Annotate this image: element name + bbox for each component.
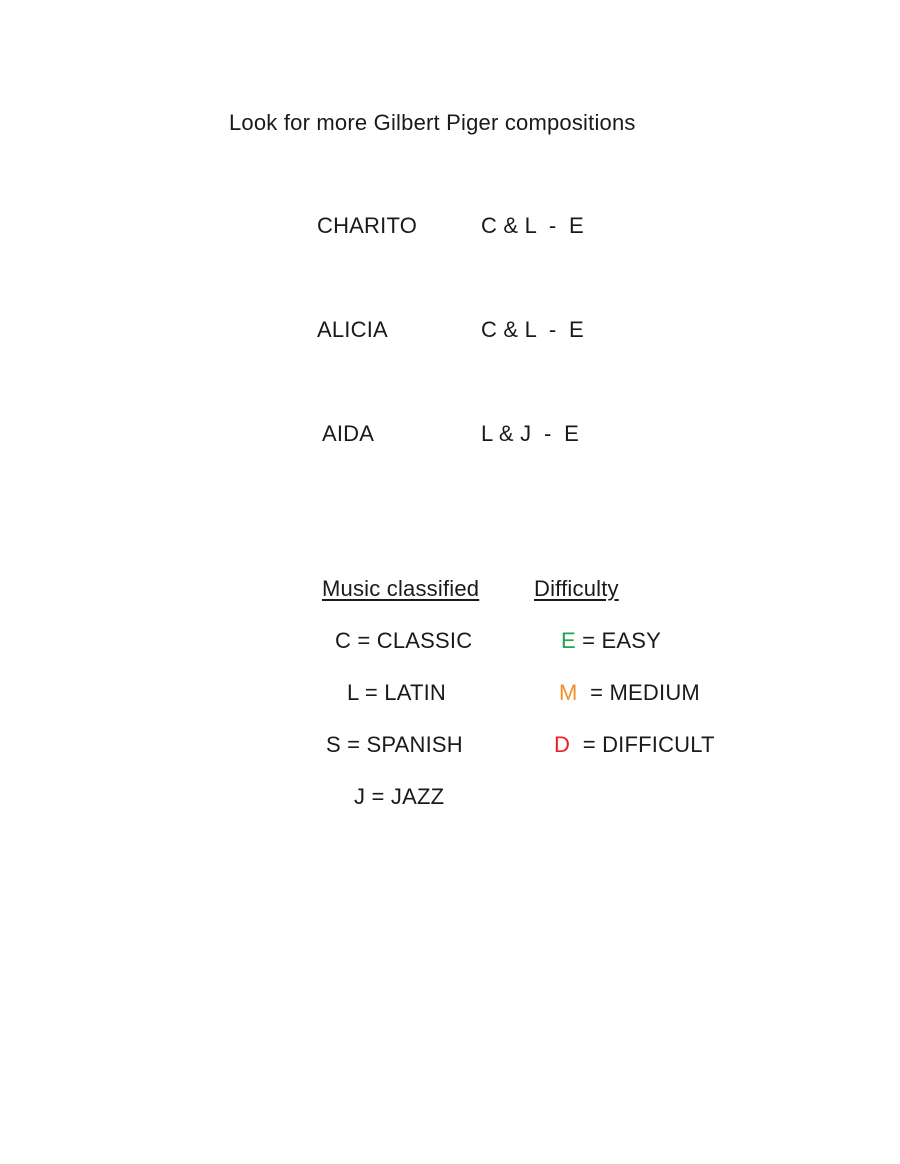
difficulty-header: Difficulty bbox=[534, 576, 619, 601]
difficulty-letter-difficult: D bbox=[554, 732, 571, 757]
composition-code-aida: L & J - E bbox=[481, 421, 579, 446]
composition-title-charito: CHARITO bbox=[317, 213, 418, 238]
difficulty-difficult bbox=[554, 732, 715, 758]
difficulty-label-difficult: = DIFFICULT bbox=[570, 732, 715, 757]
composition-code-charito: C & L - E bbox=[481, 213, 584, 238]
composition-code-alicia: C & L - E bbox=[481, 317, 584, 342]
class-classic: C = CLASSIC bbox=[335, 628, 473, 653]
music-classified-header: Music classified bbox=[322, 576, 480, 601]
class-jazz: J = JAZZ bbox=[354, 784, 445, 809]
class-spanish: S = SPANISH bbox=[326, 732, 463, 757]
difficulty-letter-medium: M bbox=[559, 680, 578, 705]
difficulty-label-medium: = MEDIUM bbox=[577, 680, 700, 705]
composition-title-alicia: ALICIA bbox=[317, 317, 388, 342]
difficulty-letter-easy: E bbox=[561, 628, 576, 653]
difficulty-easy bbox=[561, 628, 661, 654]
composition-title-aida: AIDA bbox=[322, 421, 375, 446]
difficulty-label-easy: = EASY bbox=[575, 628, 662, 653]
difficulty-medium bbox=[559, 680, 700, 706]
class-latin: L = LATIN bbox=[347, 680, 447, 705]
page-heading: Look for more Gilbert Piger compositions bbox=[229, 110, 636, 135]
